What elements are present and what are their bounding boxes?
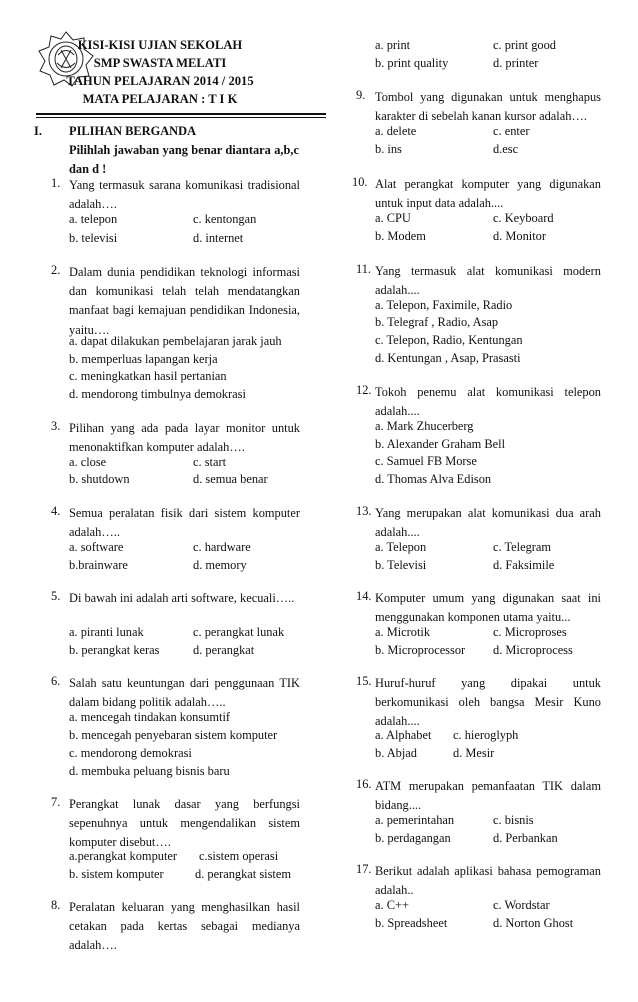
question-14-option-d[interactable]: d. Microprocess	[493, 643, 573, 657]
question-15-text: Huruf-huruf yang dipakai untuk berkomunikasi oleh bangsa Mesir Kuno adalah....	[375, 676, 601, 729]
question-10-option-c[interactable]: c. Keyboard	[493, 211, 554, 225]
question-13-number: 13.	[356, 504, 372, 518]
question-16-option-c[interactable]: c. bisnis	[493, 813, 534, 827]
question-6-text: Salah satu keuntungan dari penggunaan TIK dalam bidang politik adalah…..	[69, 676, 300, 710]
header-rule-top	[36, 113, 326, 115]
question-1-option-b[interactable]: b. televisi	[69, 231, 118, 245]
question-4-option-b[interactable]: b.brainware	[69, 558, 128, 572]
question-10-option-a[interactable]: a. CPU	[375, 211, 411, 225]
question-7-text: Perangkat lunak dasar yang berfungsi sepenuhnya untuk mengendalikan sistem komputer disebut….	[69, 797, 300, 850]
question-7-option-c[interactable]: c.sistem operasi	[199, 849, 279, 863]
question-9-option-b[interactable]: b. ins	[375, 142, 402, 156]
question-17-option-c[interactable]: c. Wordstar	[493, 898, 550, 912]
question-14-number: 14.	[356, 589, 372, 603]
question-7-option-b[interactable]: b. sistem komputer	[69, 867, 164, 881]
question-14-option-b[interactable]: b. Microprocessor	[375, 643, 466, 657]
question-8-number: 8.	[51, 898, 61, 912]
question-8-option-d[interactable]: d. printer	[493, 56, 539, 70]
question-14-option-a[interactable]: a. Microtik	[375, 625, 431, 639]
header-line-3: TAHUN PELAJARAN 2014 / 2015	[66, 74, 254, 88]
question-10-option-b[interactable]: b. Modem	[375, 229, 426, 243]
question-11-option-a[interactable]: a. Telepon, Faximile, Radio	[375, 298, 513, 312]
question-6-option-c[interactable]: c. mendorong demokrasi	[69, 746, 192, 760]
question-17-option-d[interactable]: d. Norton Ghost	[493, 916, 574, 930]
question-7-option-a[interactable]: a.perangkat komputer	[69, 849, 178, 863]
question-13-option-a[interactable]: a. Telepon	[375, 540, 427, 554]
question-16-number: 16.	[356, 777, 372, 791]
question-1-number: 1.	[51, 176, 61, 190]
question-10-number: 10.	[352, 175, 368, 189]
question-3-option-b[interactable]: b. shutdown	[69, 472, 130, 486]
question-17-option-b[interactable]: b. Spreadsheet	[375, 916, 448, 930]
section-numeral: I.	[34, 124, 42, 138]
question-4-option-c[interactable]: c. hardware	[193, 540, 251, 554]
question-3-number: 3.	[51, 419, 61, 433]
question-8-option-a[interactable]: a. print	[375, 38, 411, 52]
question-2-option-d[interactable]: d. mendorong timbulnya demokrasi	[69, 387, 246, 401]
question-5-number: 5.	[51, 589, 61, 603]
question-12-option-d[interactable]: d. Thomas Alva Edison	[375, 472, 492, 486]
question-5-option-d[interactable]: d. perangkat	[193, 643, 255, 657]
question-1-option-a[interactable]: a. telepon	[69, 212, 118, 226]
question-14-option-c[interactable]: c. Microproses	[493, 625, 567, 639]
question-2-option-a[interactable]: a. dapat dilakukan pembelajaran jarak jauh	[69, 334, 282, 348]
question-7-option-d[interactable]: d. perangkat sistem	[195, 867, 292, 881]
question-11-option-b[interactable]: b. Telegraf , Radio, Asap	[375, 315, 499, 329]
question-15-option-b[interactable]: b. Abjad	[375, 746, 417, 760]
question-13-text: Yang merupakan alat komunikasi dua arah adalah....	[375, 506, 601, 540]
question-15-option-d[interactable]: d. Mesir	[453, 746, 495, 760]
question-8-option-c[interactable]: c. print good	[493, 38, 556, 52]
question-13-option-c[interactable]: c. Telegram	[493, 540, 552, 554]
question-6-option-d[interactable]: d. membuka peluang bisnis baru	[69, 764, 230, 778]
question-15-number: 15.	[356, 674, 372, 688]
question-16-option-d[interactable]: d. Perbankan	[493, 831, 558, 845]
question-6-option-a[interactable]: a. mencegah tindakan konsumtif	[69, 710, 231, 724]
question-2-option-c[interactable]: c. meningkatkan hasil pertanian	[69, 369, 227, 383]
question-9-option-c[interactable]: c. enter	[493, 124, 530, 138]
question-5-text: Di bawah ini adalah arti software, kecuali…..	[69, 591, 295, 605]
question-9-text: Tombol yang digunakan untuk menghapus karakter di sebelah kanan kursor adalah….	[375, 90, 601, 124]
question-5-option-a[interactable]: a. piranti lunak	[69, 625, 144, 639]
question-8-option-b[interactable]: b. print quality	[375, 56, 449, 70]
question-12-text: Tokoh penemu alat komunikasi telepon adalah....	[375, 385, 601, 419]
question-12-option-c[interactable]: c. Samuel FB Morse	[375, 454, 477, 468]
question-3-option-d[interactable]: d. semua benar	[193, 472, 268, 486]
question-9-option-d[interactable]: d.esc	[493, 142, 519, 156]
question-16-option-b[interactable]: b. perdagangan	[375, 831, 451, 845]
question-11-text: Yang termasuk alat komunikasi modern adalah....	[375, 264, 601, 298]
question-11-number: 11.	[356, 262, 372, 276]
header-line-4: MATA PELAJARAN : T I K	[82, 92, 238, 106]
question-17-text: Berikut adalah aplikasi bahasa pemograman adalah..	[375, 864, 601, 898]
header-line-1: KISI-KISI UJIAN SEKOLAH	[77, 38, 243, 52]
question-11-option-d[interactable]: d. Kentungan , Asap, Prasasti	[375, 351, 521, 365]
question-16-option-a[interactable]: a. pemerintahan	[375, 813, 455, 827]
question-9-option-a[interactable]: a. delete	[375, 124, 417, 138]
question-11-option-c[interactable]: c. Telepon, Radio, Kentungan	[375, 333, 523, 347]
question-1-text: Yang termasuk sarana komunikasi tradisional adalah….	[69, 178, 300, 212]
question-12-number: 12.	[356, 383, 372, 397]
section-instruction: Pilihlah jawaban yang benar diantara a,b,c dan d !	[69, 143, 299, 177]
question-2-text: Dalam dunia pendidikan teknologi informasi dan komunikasi telah telah mendatangkan manfaat bagi kemajuan pendidikan Indonesia, yaitu….	[69, 265, 300, 337]
question-5-option-b[interactable]: b. perangkat keras	[69, 643, 160, 657]
question-15-option-a[interactable]: a. Alphabet	[375, 728, 432, 742]
header-line-2: SMP SWASTA MELATI	[93, 56, 227, 70]
question-10-text: Alat perangkat komputer yang digunakan untuk input data adalah....	[375, 177, 601, 211]
question-1-option-c[interactable]: c. kentongan	[193, 212, 257, 226]
question-17-option-a[interactable]: a. C++	[375, 898, 409, 912]
question-6-option-b[interactable]: b. mencegah penyebaran sistem komputer	[69, 728, 278, 742]
question-15-option-c[interactable]: c. hieroglyph	[453, 728, 519, 742]
question-4-option-a[interactable]: a. software	[69, 540, 124, 554]
question-10-option-d[interactable]: d. Monitor	[493, 229, 547, 243]
question-5-option-c[interactable]: c. perangkat lunak	[193, 625, 285, 639]
question-16-text: ATM merupakan pemanfaatan TIK dalam bidang....	[375, 779, 601, 813]
section-title: PILIHAN BERGANDA	[69, 124, 197, 138]
question-3-option-a[interactable]: a. close	[69, 455, 107, 469]
question-2-option-b[interactable]: b. memperluas lapangan kerja	[69, 352, 218, 366]
question-13-option-d[interactable]: d. Faksimile	[493, 558, 555, 572]
question-9-number: 9.	[356, 88, 366, 102]
question-8-text: Peralatan keluaran yang menghasilkan hasil cetakan pada kertas sebagai medianya adalah….	[69, 900, 300, 953]
question-4-number: 4.	[51, 504, 61, 518]
question-12-option-a[interactable]: a. Mark Zhucerberg	[375, 419, 474, 433]
question-4-option-d[interactable]: d. memory	[193, 558, 247, 572]
question-3-text: Pilihan yang ada pada layar monitor untuk menonaktifkan komputer adalah….	[69, 421, 300, 455]
question-17-number: 17.	[356, 862, 372, 876]
question-13-option-b[interactable]: b. Televisi	[375, 558, 427, 572]
question-7-number: 7.	[51, 795, 61, 809]
question-14-text: Komputer umum yang digunakan saat ini menggunakan komponen utama yaitu...	[375, 591, 601, 625]
question-3-option-c[interactable]: c. start	[193, 455, 227, 469]
header-rule-bottom	[36, 117, 326, 118]
question-2-number: 2.	[51, 263, 61, 277]
question-1-option-d[interactable]: d. internet	[193, 231, 244, 245]
question-6-number: 6.	[51, 674, 61, 688]
question-4-text: Semua peralatan fisik dari sistem komputer adalah…..	[69, 506, 300, 540]
question-12-option-b[interactable]: b. Alexander Graham Bell	[375, 437, 506, 451]
